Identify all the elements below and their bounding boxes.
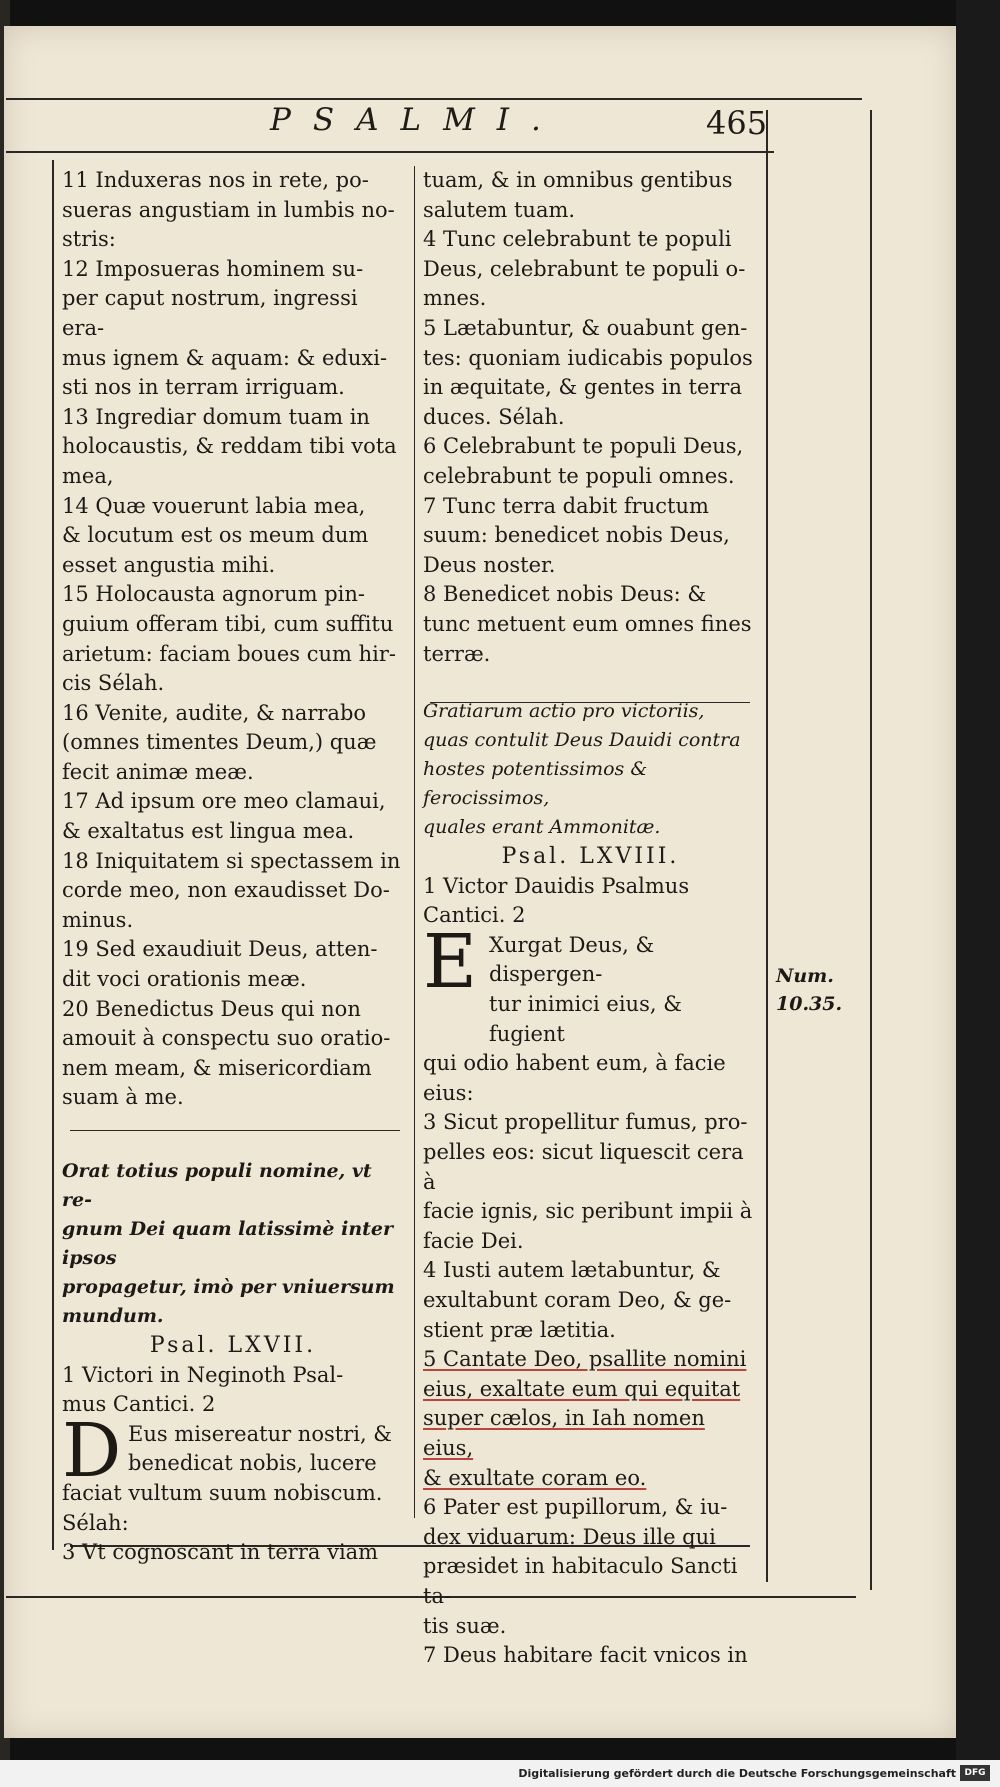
- verse-line: quas contulit Deus Dauidi contra: [423, 729, 741, 752]
- verse-line: 7 Tunc terra dabit fructum: [423, 493, 709, 518]
- dropcap-verse: [423, 918, 758, 1049]
- verse-line: Eus misereatur nostri, &: [128, 1421, 392, 1446]
- verse-line: corde meo, non exaudisset Do-: [62, 878, 390, 903]
- verse-line: sti nos in terram irriguam.: [62, 375, 345, 400]
- verse-line: faciat vultum suum nobiscum.: [62, 1480, 383, 1505]
- verse-line: suam à me.: [62, 1085, 184, 1110]
- verse-line: tunc metuent eum omnes fines: [423, 611, 752, 636]
- verse-line: suum: benedicet nobis Deus,: [423, 523, 730, 548]
- verse-line: & exaltatus est lingua mea.: [62, 819, 355, 844]
- verse-line: duces. Sélah.: [423, 404, 565, 429]
- verse-line: Sélah:: [62, 1510, 129, 1535]
- verse-line: 3 Vt cognoscant in terra viam: [62, 1540, 379, 1565]
- psalm-heading-lxviii: Psal. LXVIII.: [501, 844, 680, 870]
- verse-line: minus.: [62, 907, 134, 932]
- verse-line: & locutum est os meum dum: [62, 523, 369, 548]
- verse-line: 5 Cantate Deo, psallite nomini: [423, 1347, 747, 1372]
- verse-line: Orat totius populi nomine, vt re-: [62, 1160, 372, 1211]
- verse-line: benedicat nobis, lucere: [128, 1451, 377, 1476]
- verse-line: 16 Venite, audite, & narrabo: [62, 700, 367, 725]
- verse-line: cis Sélah.: [62, 671, 165, 696]
- verse-line: qui odio habent eum, à facie: [423, 1051, 726, 1076]
- verse-line: esset angustia mihi.: [62, 552, 276, 577]
- running-title: PSALMI.: [270, 102, 563, 138]
- dfg-logo: DFG: [960, 1765, 990, 1781]
- scan-edge-right: [956, 0, 1000, 1787]
- verse-line: terræ.: [423, 641, 491, 666]
- verse-line: fecit animæ meæ.: [62, 759, 254, 784]
- verse-line: quales erant Ammonitæ.: [423, 816, 661, 839]
- verse-line: 5 Lætabuntur, & ouabunt gen-: [423, 315, 748, 340]
- verse-line: eius:: [423, 1080, 474, 1105]
- verse-line: per caput nostrum, ingressi era-: [62, 286, 358, 340]
- verse-line: 19 Sed exaudiuit Deus, atten-: [62, 937, 378, 962]
- verse-line: præsidet in habitaculo Sancti ta-: [423, 1554, 738, 1608]
- verse-line: tes: quoniam iudicabis populos: [423, 345, 753, 370]
- column-divider: [414, 166, 415, 1518]
- verse-line: 18 Iniquitatem si spectassem in: [62, 848, 401, 873]
- verse-line: facie ignis, sic peribunt impii à: [423, 1199, 753, 1224]
- verse-line: 4 Iusti autem lætabuntur, &: [423, 1258, 721, 1283]
- verse-line: nem meam, & misericordiam: [62, 1055, 372, 1080]
- verse-line: 1 Victor Dauidis Psalmus: [423, 873, 690, 898]
- right-verses-c: [423, 1493, 758, 1671]
- verse-line: mundum.: [62, 1305, 164, 1327]
- verse-line: sueras angustiam in lumbis no-: [62, 197, 395, 222]
- left-frame-line: [52, 160, 54, 1550]
- verse-line: pelles eos: sicut liquescit cera à: [423, 1140, 744, 1194]
- verse-line: gnum Dei quam latissimè inter ipsos: [62, 1218, 394, 1269]
- verse-line: celebrabunt te populi omnes.: [423, 463, 735, 488]
- top-rule: [6, 98, 862, 100]
- verse-line: mea,: [62, 463, 114, 488]
- right-frame-line: [766, 110, 768, 1582]
- verse-line: mus Cantici. 2: [62, 1392, 216, 1417]
- verse-line: (omnes timentes Deum,) quæ: [62, 730, 377, 755]
- verse-line: 8 Benedicet nobis Deus: &: [423, 582, 707, 607]
- verse-line: eius, exaltate eum qui equitat: [423, 1376, 741, 1401]
- verse-line: 3 Sicut propellitur fumus, pro-: [423, 1110, 748, 1135]
- right-verses-a: [423, 166, 758, 669]
- verse-line: mnes.: [423, 286, 487, 311]
- right-underlined-verses: [423, 1345, 758, 1493]
- verse-line: Deus noster.: [423, 552, 556, 577]
- header-underline: [6, 151, 774, 153]
- margin-note-line: 10.35.: [776, 993, 843, 1015]
- left-column: [62, 166, 404, 1568]
- right-rubric: [423, 697, 758, 842]
- verse-line: & exultate coram eo.: [423, 1465, 647, 1490]
- dropcap-letter: E: [423, 918, 478, 1005]
- verse-line: 1 Victori in Neginoth Psal-: [62, 1362, 344, 1387]
- verse-line: holocaustis, & reddam tibi vota: [62, 434, 397, 459]
- verse-line: salutem tuam.: [423, 197, 576, 222]
- page-number: 465: [706, 104, 768, 142]
- verse-line: amouit à conspectu suo oratio-: [62, 1026, 391, 1051]
- verse-line: 20 Benedictus Deus qui non: [62, 996, 361, 1021]
- verse-line: 14 Quæ vouerunt labia mea,: [62, 493, 366, 518]
- margin-note: [776, 962, 842, 1018]
- verse-line: 7 Deus habitare facit vnicos in: [423, 1643, 748, 1668]
- verse-line: 4 Tunc celebrabunt te populi: [423, 227, 732, 252]
- verse-line: facie Dei.: [423, 1228, 524, 1253]
- verse-line: Xurgat Deus, & dispergen-: [489, 932, 655, 987]
- verse-line: 6 Pater est pupillorum, & iu-: [423, 1495, 728, 1520]
- verse-line: tur inimici eius, & fugient: [489, 992, 682, 1046]
- verse-line: Deus, celebrabunt te populi o-: [423, 256, 746, 281]
- verse-line: 12 Imposueras hominem su-: [62, 256, 364, 281]
- verse-line: in æquitate, & gentes in terra: [423, 375, 742, 400]
- verse-line: exultabunt coram Deo, & ge-: [423, 1288, 732, 1312]
- right-outer-frame-line: [870, 110, 872, 1590]
- verse-line: 11 Induxeras nos in rete, po-: [62, 168, 369, 192]
- verse-line: hostes potentissimos & ferocissimos,: [423, 758, 648, 810]
- verse-line: tuam, & in omnibus gentibus: [423, 168, 733, 192]
- verse-line: arietum: faciam boues cum hir-: [62, 641, 396, 666]
- verse-line: mus ignem & aquam: & eduxi-: [62, 345, 388, 370]
- right-verses-b: [423, 1049, 758, 1345]
- verse-line: 13 Ingrediar domum tuam in: [62, 404, 370, 429]
- dropcap-letter: D: [62, 1407, 122, 1494]
- verse-line: 6 Celebrabunt te populi Deus,: [423, 434, 744, 459]
- verse-line: stient præ lætitia.: [423, 1317, 616, 1342]
- verse-line: propagetur, imò per vniuersum: [62, 1276, 395, 1298]
- verse-line: Gratiarum actio pro victoriis,: [423, 700, 705, 723]
- left-rubric: [62, 1157, 404, 1331]
- margin-note-line: Num.: [776, 965, 834, 987]
- verse-line: stris:: [62, 227, 116, 252]
- right-column: [423, 166, 758, 1671]
- verse-line: tis suæ.: [423, 1613, 507, 1638]
- verse-line: dit voci orationis meæ.: [62, 967, 307, 992]
- verse-line: guium offeram tibi, cum suffitu: [62, 611, 394, 636]
- verse-line: 15 Holocausta agnorum pin-: [62, 582, 365, 607]
- verse-line: dex viduarum: Deus ille qui: [423, 1524, 716, 1549]
- footer-credit: Digitalisierung gefördert durch die Deutsche Forschungsgemeinschaft: [518, 1767, 956, 1780]
- left-verses-a: [62, 166, 404, 1113]
- verse-line: Cantici. 2: [423, 903, 526, 928]
- verse-line: super cælos, in Iah nomen eius,: [423, 1406, 705, 1460]
- psalm-heading-lxvii: Psal. LXVII.: [149, 1333, 317, 1358]
- verse-line: 17 Ad ipsum ore meo clamaui,: [62, 789, 386, 814]
